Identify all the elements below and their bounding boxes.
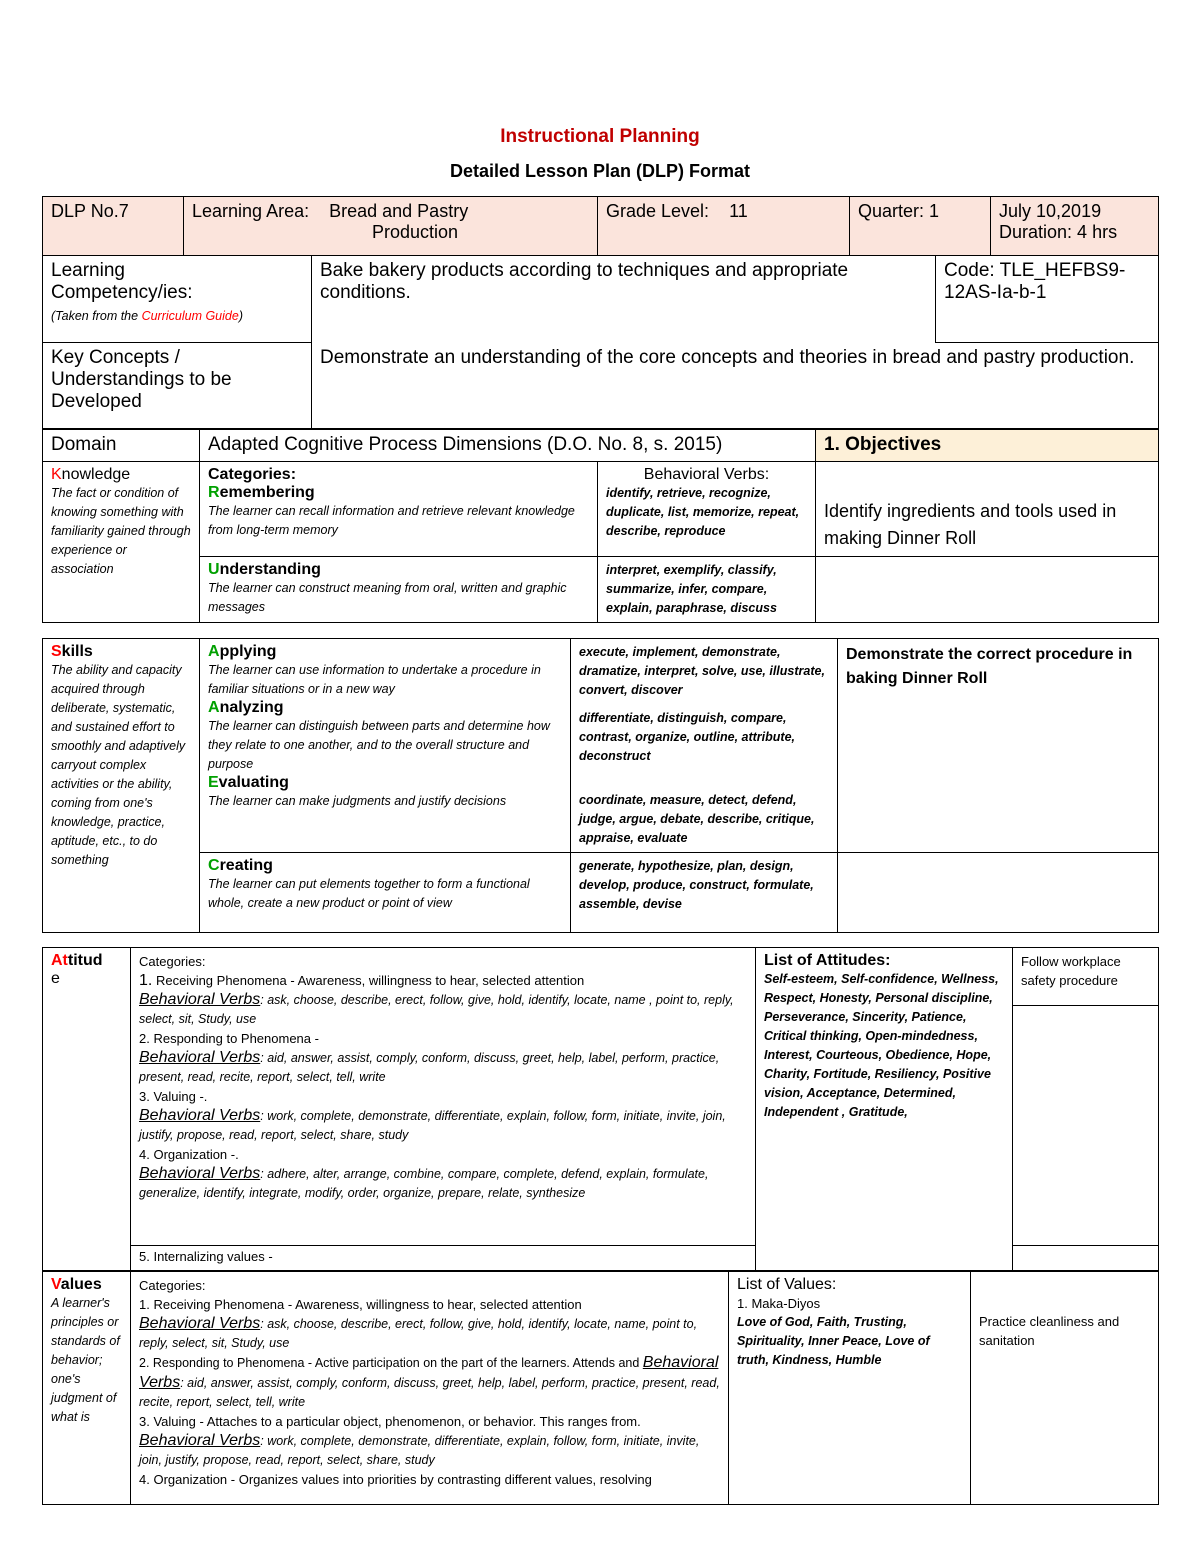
attitude-objective: Follow workplace safety procedure (1013, 948, 1159, 1006)
skills-domain: Skills The ability and capacity acquired through deliberate, systematic, and sustained effort to smoothly and adaptively carryout complex activities or the ability, coming from one's knowledge, practice, aptitude, etc., to do something (43, 639, 200, 933)
competency-code: Code: TLE_HEFBS9- 12AS-Ia-b-1 (936, 256, 1159, 343)
knowledge-objective: Identify ingredients and tools used in making Dinner Roll (816, 462, 1159, 557)
creating-verbs: generate, hypothesize, plan, design, develop, produce, construct, formulate, assemble, devise (571, 853, 838, 933)
understanding-verbs: interpret, exemplify, classify, summarize, infer, compare, explain, paraphrase, discuss (598, 557, 816, 623)
objectives-header: 1. Objectives (816, 430, 1159, 462)
document-subtitle: Detailed Lesson Plan (DLP) Format (449, 161, 751, 181)
applying-analyzing-evaluating: Applying The learner can use information to undertake a procedure in familiar situations or in a new way Analyzing The learner can distinguish between parts and determine how they relate to one another, and to the overall structure and purpose Evaluating The learner can make judgments and justify decisions (200, 639, 571, 853)
quarter: Quarter: 1 (850, 197, 991, 256)
header-table (42, 196, 1159, 429)
remembering-cell: Categories: Remembering The learner can recall information and retrieve relevant knowledge from long-term memory (200, 462, 598, 557)
key-concepts-label: Key Concepts / Understandings to be Developed (43, 343, 312, 429)
attitude-objective-empty (1013, 1006, 1159, 1246)
knowledge-domain: Knowledge The fact or condition of knowing something with familiarity gained through experience or association (43, 462, 200, 623)
skills-objective: Demonstrate the correct procedure in baking Dinner Roll (838, 639, 1159, 853)
competency-text: Bake bakery products according to techniques and appropriate conditions. (312, 256, 936, 343)
knowledge-table (42, 429, 1159, 623)
understanding-objective (816, 557, 1159, 623)
attitude-empty (1013, 1246, 1159, 1271)
dimensions-header: Adapted Cognitive Process Dimensions (D.O. No. 8, s. 2015) (200, 430, 816, 462)
attitude-categories: Categories: 1. Receiving Phenomena - Awareness, willingness to hear, selected attention Behavioral Verbs: ask, choose, describe, erect, follow, give, hold, identify, locate, name , point to, reply, select, sit, Study, use 2. Responding to Phenomena - Behavioral Verbs: aid, answer, assist, comply, conform, discuss, greet, help, label, perform, practice, present, read, recite, report, select, tell, write 3. Valuing -. Behavioral Verbs: work, complete, demonstrate, differentiate, explain, follow, form, initiate, invite, join, justify, propose, read, report, select, share, study 4. Organization -. Behavioral Verbs: adhere, alter, arrange, combine, compare, complete, defend, explain, formulate, generalize, identify, integrate, modify, order, organize, prepare, relate, synthesize (131, 948, 756, 1246)
dlp-number: DLP No.7 (43, 197, 184, 256)
attitude-table (42, 947, 1159, 1271)
creating-cell: Creating The learner can put elements together to form a functional whole, create a new product or point of view (200, 853, 571, 933)
attitude-list: List of Attitudes: Self-esteem, Self-confidence, Wellness, Respect, Honesty, Personal discipline, Perseverance, Sincerity, Patience, Critical thinking, Open-mindedness, Interest, Courteous, Obedience, Hope, Charity, Fortitude, Resiliency, Positive vision, Acceptance, Determined, Independent , Gratitude, (756, 948, 1013, 1271)
attitude-internalizing: 5. Internalizing values - (131, 1246, 756, 1271)
skills-verbs-1: execute, implement, demonstrate, dramatize, interpret, solve, use, illustrate, convert, discover differentiate, distinguish, compare, contrast, organize, outline, attribute, deconstruct coordinate, measure, detect, defend, judge, argue, debate, describe, critique, appraise, evaluate (571, 639, 838, 853)
attitude-domain: Attitud e (43, 948, 131, 1271)
values-domain: Values A learner's principles or standards of behavior; one's judgment of what is (43, 1272, 131, 1505)
understanding-cell: Understanding The learner can construct meaning from oral, written and graphic messages (200, 557, 598, 623)
values-objective: Practice cleanliness and sanitation (979, 1314, 1120, 1348)
competency-label: Learning Competency/ies: (Taken from the Curriculum Guide) (43, 256, 312, 343)
values-list: List of Values: 1. Maka-Diyos Love of God, Faith, Trusting, Spirituality, Inner Peace, Love of truth, Kindness, Humble (729, 1272, 971, 1505)
key-concepts-text: Demonstrate an understanding of the core concepts and theories in bread and pastry production. (312, 343, 1159, 429)
values-table (42, 1271, 1159, 1505)
values-objective-col (971, 1272, 1159, 1505)
remembering-verbs: Behavioral Verbs: identify, retrieve, recognize, duplicate, list, memorize, repeat, describe, reproduce (598, 462, 816, 557)
domain-header: Domain (43, 430, 200, 462)
date-duration: July 10,2019 Duration: 4 hrs (991, 197, 1159, 256)
document-title: Instructional Planning (500, 126, 700, 147)
grade-level: Grade Level: 11 (598, 197, 850, 256)
skills-table (42, 638, 1159, 933)
values-categories: Categories: 1. Receiving Phenomena - Awareness, willingness to hear, selected attention Behavioral Verbs: ask, choose, describe, erect, follow, give, hold, identify, locate, name, point to, reply, select, sit, Study, use 2. Responding to Phenomena - Active participation on the part of the learners. Attends and Behavioral Verbs: aid, answer, assist, comply, conform, discuss, greet, help, label, perform, practice, present, read, recite, report, select, tell, write 3. Valuing - Attaches to a particular object, phenomenon, or behavior. This ranges from. Behavioral Verbs: work, complete, demonstrate, differentiate, explain, follow, form, initiate, invite, join, justify, propose, read, report, select, share, study 4. Organization - Organizes values into priorities by contrasting different values, resolving (131, 1272, 729, 1505)
creating-objective (838, 853, 1159, 933)
learning-area: Learning Area: Bread and Pastry Production (184, 197, 598, 256)
